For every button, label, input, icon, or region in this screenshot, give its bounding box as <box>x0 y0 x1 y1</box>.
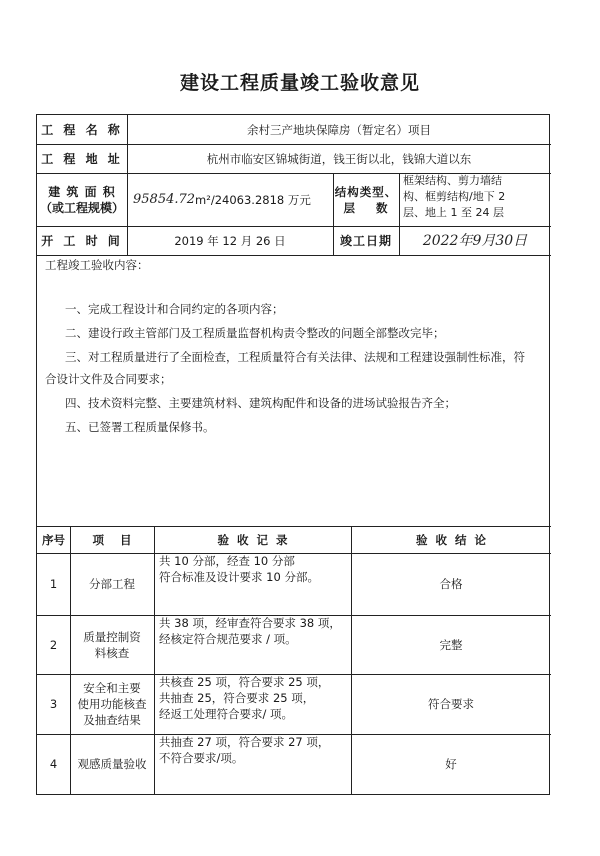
page-title: 建设工程质量竣工验收意见 <box>179 72 420 94</box>
start-date-value: 2019 年 12 月 26 日 <box>174 233 286 248</box>
record-line: 经返工处理符合要求/ 项。 <box>159 707 294 721</box>
header-no: 序号 <box>42 532 65 547</box>
row-item: 观感质量验收 <box>77 757 147 771</box>
record-line: 不符合要求/项。 <box>159 751 244 765</box>
structure-label <box>333 173 399 226</box>
area-value <box>133 173 333 226</box>
header-record: 验 收 记 录 <box>217 532 288 547</box>
item-line: 及抽查结果 <box>83 713 141 727</box>
completion-date-label: 竣工日期 <box>339 233 392 248</box>
structure-value <box>403 173 549 226</box>
row-conclusion: 符合要求 <box>428 697 474 711</box>
row-no: 3 <box>49 697 58 711</box>
row-record <box>159 553 351 615</box>
item-line: 使用功能核查 <box>77 697 147 711</box>
structure-label-line: 结构类型、 <box>334 184 398 199</box>
row-item: 分部工程 <box>89 577 135 591</box>
area-suffix: m²/24063.2818 万元 <box>195 192 311 207</box>
header-item: 项 目 <box>92 532 132 547</box>
area-handwritten: 95854.72 <box>133 191 196 207</box>
item-line: 料核查 <box>94 645 130 660</box>
project-name-value: 余村三产地块保障房（暂定名）项目 <box>247 122 431 137</box>
record-line: 共核查 25 项，符合要求 25 项， <box>159 675 330 689</box>
opinion-item: 四、技术资料完整、主要建筑材料、建筑构配件和设备的进场试验报告齐全； <box>65 396 456 410</box>
row-item <box>70 674 154 734</box>
structure-label-line: 层 数 <box>343 200 389 215</box>
address-value: 杭州市临安区锦城街道，钱王街以北，钱锦大道以东 <box>206 151 472 166</box>
header-conclusion: 验 收 结 论 <box>415 532 487 547</box>
item-line: 质量控制资 <box>83 629 141 644</box>
area-label-line: 建 筑 面 积 <box>48 184 116 199</box>
record-line: 符合标准及设计要求 10 分部。 <box>159 570 319 584</box>
area-label-line: （或工程规模） <box>39 200 124 215</box>
opinion-item: 一、完成工程设计和合同约定的各项内容； <box>65 302 284 316</box>
completion-date-value <box>399 226 551 255</box>
row-record <box>159 674 351 734</box>
row-record <box>159 734 351 794</box>
area-label <box>37 173 127 226</box>
start-date-label: 开 工 时 间 <box>41 233 123 248</box>
row-conclusion: 完整 <box>439 637 463 652</box>
acceptance-form <box>36 114 550 795</box>
structure-line: 层、地上 1 至 24 层 <box>403 206 504 219</box>
project-name-label: 工 程 名 称 <box>41 122 123 137</box>
structure-line: 构、框剪结构/地下 2 <box>403 190 506 203</box>
opinion-item: 五、已签署工程质量保修书。 <box>65 420 215 434</box>
record-line: 共 10 分部，经查 10 分部 <box>159 554 295 568</box>
row-conclusion: 好 <box>445 757 457 771</box>
row-divider <box>37 255 551 256</box>
item-line: 安全和主要 <box>83 681 141 695</box>
row-item <box>70 615 154 674</box>
record-line: 共 38 项，经审查符合要求 38 项， <box>159 616 341 630</box>
opinion-item: 合设计文件及合同要求； <box>45 372 172 386</box>
address-label: 工 程 地 址 <box>41 151 123 166</box>
opinion-item: 二、建设行政主管部门及工程质量监督机构责令整改的问题全部整改完毕； <box>65 326 445 340</box>
opinion-heading: 工程竣工验收内容： <box>45 258 149 272</box>
row-no: 4 <box>49 757 58 771</box>
record-line: 经核定符合规范要求 / 项。 <box>159 632 297 646</box>
row-no: 2 <box>49 637 58 652</box>
opinion-item: 三、对工程质量进行了全面检查，工程质量符合有关法律、法规和工程建设强制性标准，符 <box>65 350 525 364</box>
row-record <box>159 615 351 674</box>
record-line: 共抽查 27 项，符合要求 27 项， <box>159 735 330 749</box>
structure-line: 框架结构、剪力墙结 <box>403 174 502 187</box>
completion-handwritten: 2022年9月30日 <box>422 232 528 249</box>
record-line: 共抽查 25，符合要求 25 项， <box>159 691 315 705</box>
row-no: 1 <box>49 577 58 591</box>
row-conclusion: 合格 <box>439 577 463 591</box>
col-divider <box>154 526 155 794</box>
